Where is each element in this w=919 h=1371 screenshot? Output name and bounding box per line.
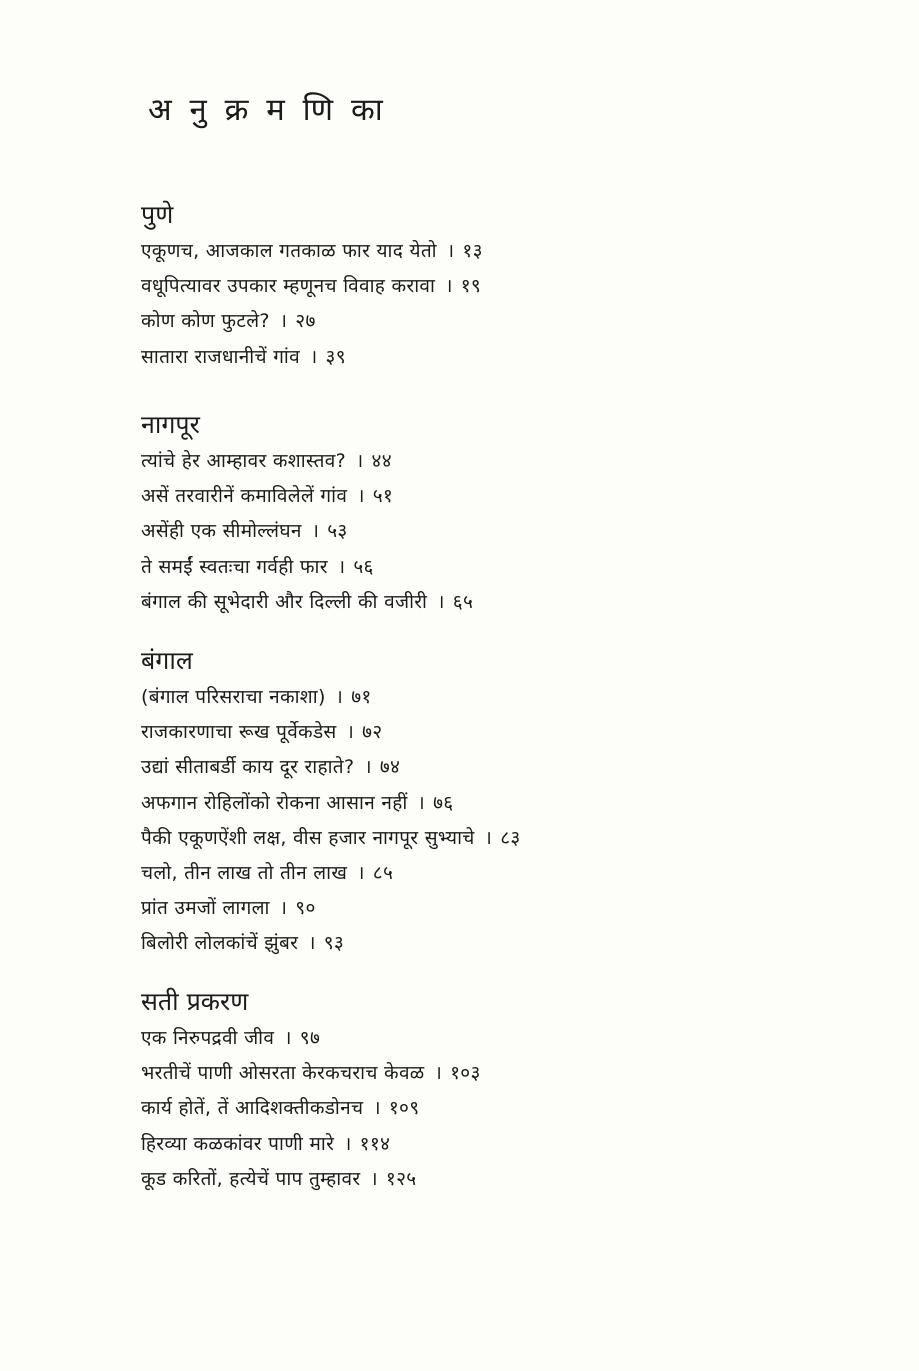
toc-entry [141,926,841,961]
entry-title: राजकारणाचा रूख पूर्वेकडेस [141,721,337,744]
entry-separator: । [284,1027,292,1049]
toc-entry [141,1091,841,1126]
entry-separator: । [445,275,453,298]
toc-entry [141,234,841,269]
section-pune [141,198,841,375]
toc-entry [141,304,841,339]
entry-separator: । [337,555,346,578]
entry-separator: । [279,897,288,920]
toc-entry [141,514,841,549]
toc-entry [141,856,841,891]
entry-page-number: ६५ [452,590,474,613]
entry-title: चलो, तीन लाख तो तीन लाख [141,861,348,884]
entry-separator: । [373,1097,381,1120]
entry-separator: । [344,1132,352,1155]
entry-title: हिरव्या कळकांवर पाणी मारे [141,1132,335,1155]
entry-title: उद्यां सीताबर्डी काय दूर राहाते? [141,756,355,779]
entry-page-number: ७४ [379,756,401,779]
entry-page-number: ९० [295,897,316,920]
entry-title: बंगाल की सूभेदारी और दिल्ली की वजीरी [141,590,428,613]
entry-title: कार्य होतें, तें आदिशक्तीकडोनच [141,1097,364,1120]
section-bengal [141,644,841,962]
entry-page-number: ५६ [353,555,374,578]
entry-page-number: ५१ [372,485,394,508]
entry-page-number: ३९ [325,345,346,368]
entry-title: त्यांचे हेर आम्हावर कशास्तव? [141,450,346,472]
entry-title: सातारा राजधानीचें गांव [141,345,300,368]
entry-separator: । [434,1062,443,1085]
entry-page-number: ८५ [372,861,394,884]
entry-title: वधूपित्यावर उपकार म्हणूनच विवाह करावा [141,275,436,298]
entry-page-number: ९७ [299,1027,321,1049]
entry-title: कोण कोण फुटले? [141,310,270,333]
entry-separator: । [279,310,288,333]
toc-entry [141,269,841,304]
toc-entry [141,750,841,785]
entry-page-number: १२५ [385,1167,417,1190]
toc-entry [141,479,841,514]
toc-entry [141,1056,841,1091]
entry-title: एकूणच, आजकाल गतकाळ फार याद येतो [141,240,437,262]
toc-entry [141,585,841,620]
page-title: अ नु क्र म णि का [148,92,387,128]
entry-page-number: १९ [460,275,482,298]
toc-entry [141,340,841,375]
entry-title: ते समईं स्वतःचा गर्वही फार [141,555,328,578]
entry-page-number: ५३ [327,520,348,543]
entry-title: पैकी एकूणऐंशी लक्ष, वीस हजार नागपूर सुभ्याचे [141,826,475,849]
entry-separator: । [335,686,344,708]
section-heading: नागपूर [141,410,200,439]
toc-entry [141,715,841,750]
entry-separator: । [357,861,365,884]
entry-page-number: ७१ [351,686,372,708]
section-heading: पुणे [141,200,174,229]
entry-title: बिलोरी लोलकांचें झुंबर [141,932,299,955]
toc-entry [141,821,841,856]
entry-separator: । [370,1167,378,1190]
entry-title: कूड करितों, हत्येचें पाप तुम्हावर [141,1167,361,1190]
entry-page-number: ११४ [359,1132,391,1155]
section-sati-prakaran [141,985,841,1197]
entry-separator: । [356,450,364,472]
toc-entry [141,1127,841,1162]
toc-entry [141,680,841,715]
entry-page-number: ८३ [500,826,521,849]
toc-entry [141,891,841,926]
entry-separator: । [346,721,355,744]
section-heading: बंगाल [141,646,193,675]
toc-entry [141,444,841,479]
entry-separator: । [484,826,493,849]
entry-title: असेंही एक सीमोल्लंघन [141,520,302,543]
entry-page-number: १०३ [450,1062,481,1085]
entry-separator: । [310,345,318,368]
section-heading: सती प्रकरण [141,987,249,1016]
entry-separator: । [364,756,372,779]
entry-separator: । [308,932,316,955]
entry-page-number: ७६ [433,791,454,814]
toc-entry [141,1021,841,1056]
entry-page-number: ४४ [371,450,392,472]
entry-page-number: ९३ [323,932,345,955]
entry-separator: । [446,240,455,262]
entry-separator: । [357,485,365,508]
entry-page-number: १०९ [388,1097,420,1120]
entry-title: एक निरुपद्रवी जीव [141,1027,275,1049]
entry-separator: । [437,590,445,613]
entry-title: भरतीचें पाणी ओसरता केरकचराच केवळ [141,1062,425,1085]
entry-title: प्रांत उमजों लागला [141,897,270,920]
entry-page-number: २७ [295,310,316,333]
entry-separator: । [417,791,426,814]
entry-page-number: ७२ [362,721,383,744]
toc-entry [141,550,841,585]
toc-entry [141,786,841,821]
entry-page-number: १३ [462,240,483,262]
entry-title: अफगान रोहिलोंको रोकना आसान नहीं [141,791,408,814]
entry-separator: । [311,520,320,543]
section-nagpur [141,408,841,620]
entry-title: (बंगाल परिसराचा नकाशा) [141,686,326,708]
toc-entry [141,1162,841,1197]
entry-title: असें तरवारीनें कमाविलेलें गांव [141,485,348,508]
